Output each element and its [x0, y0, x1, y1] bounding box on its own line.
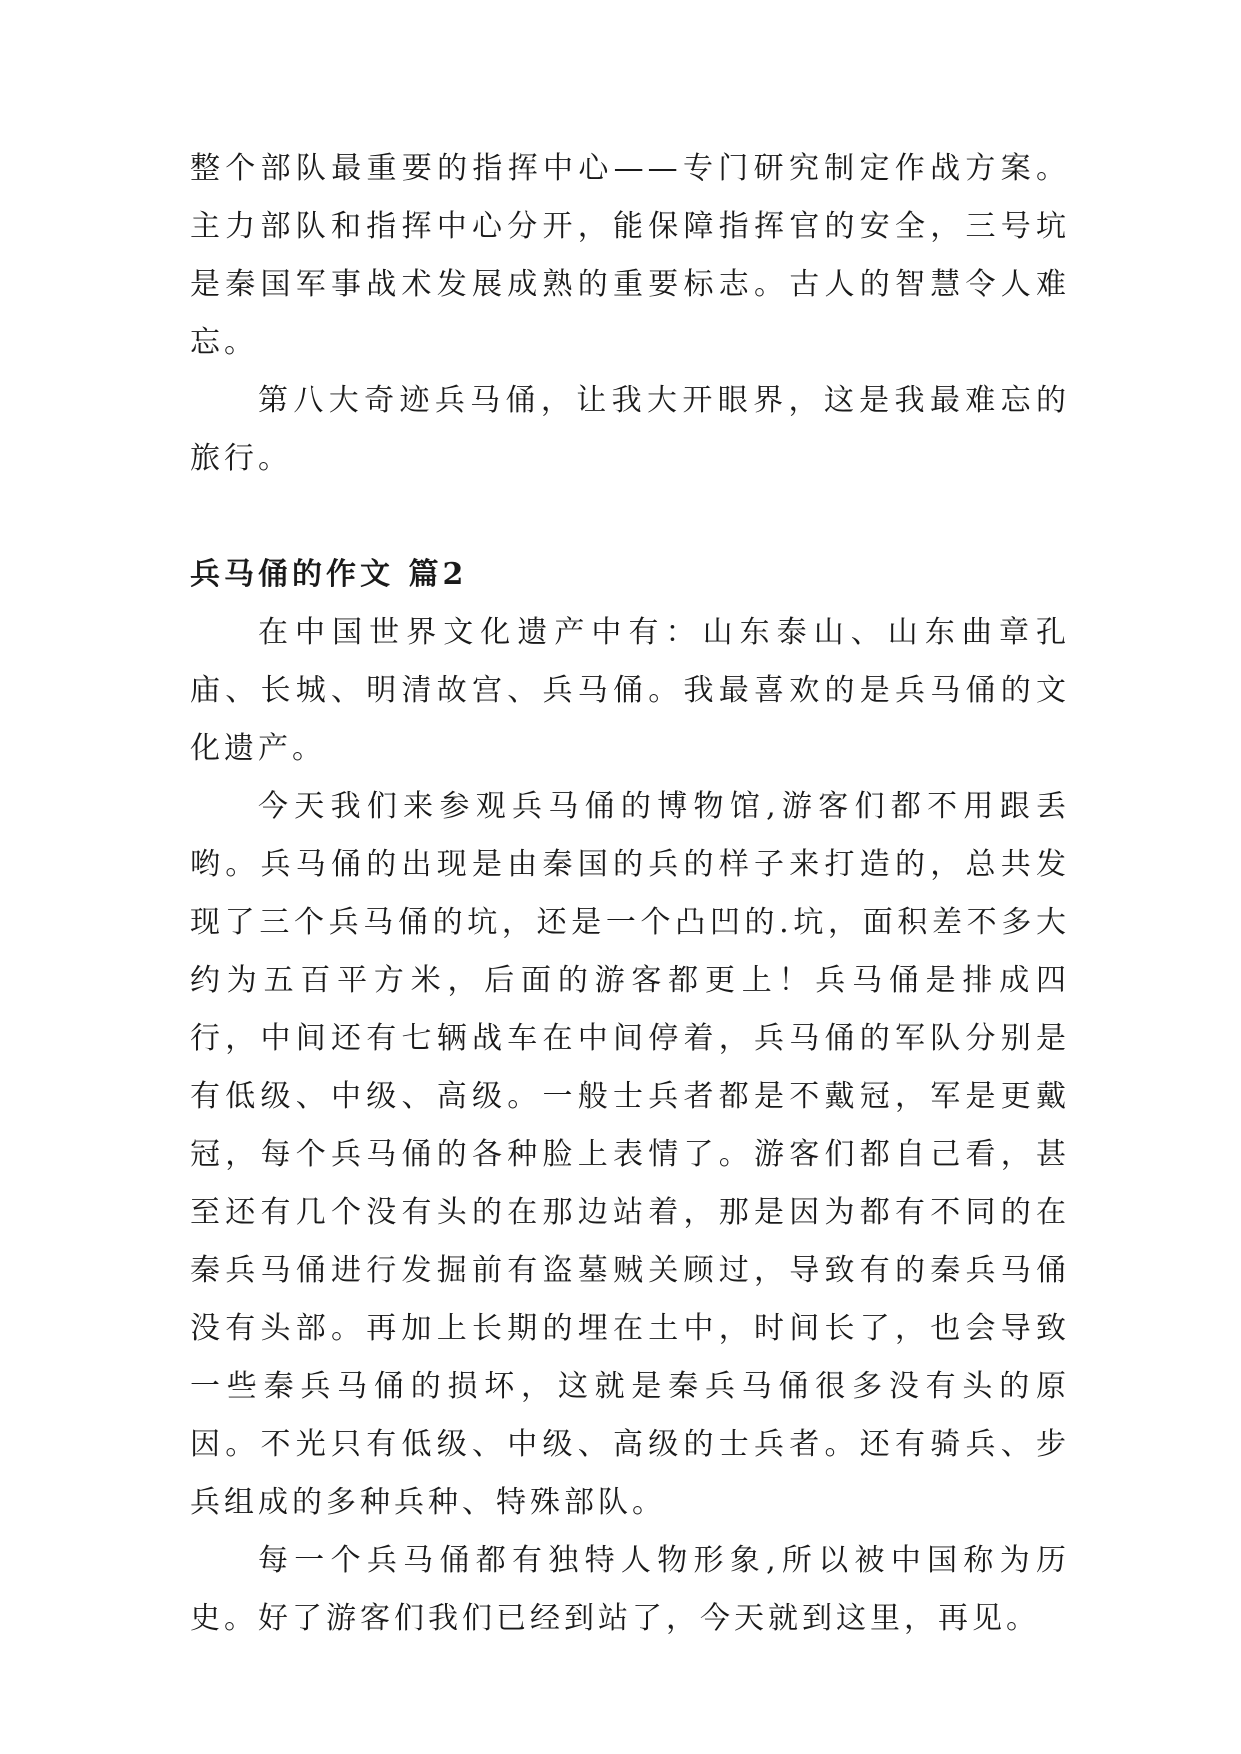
paragraph: 每一个兵马俑都有独特人物形象,所以被中国称为历史。好了游客们我们已经到站了，今天就到这里，再见。 [190, 1543, 1070, 1636]
paragraph: 第八大奇迹兵马俑，让我大开眼界，这是我最难忘的旅行。 [190, 383, 1070, 476]
paragraph: 在中国世界文化遗产中有：山东泰山、山东曲章孔庙、长城、明清故宫、兵马俑。我最喜欢的是兵马俑的文化遗产。 [190, 615, 1070, 766]
paragraph-continued: 整个部队最重要的指挥中心——专门研究制定作战方案。主力部队和指挥中心分开，能保障指挥官的安全，三号坑是秦国军事战术发展成熟的重要标志。古人的智慧令人难忘。 [190, 151, 1070, 360]
document-body [190, 140, 1070, 1648]
paragraph: 今天我们来参观兵马俑的博物馆,游客们都不用跟丢哟。兵马俑的出现是由秦国的兵的样子来打造的，总共发现了三个兵马俑的坑，还是一个凸凹的.坑，面积差不多大约为五百平方米，后面的游客都更上！兵马俑是排成四行，中间还有七辆战车在中间停着，兵马俑的军队分别是有低级、中级、高级。一般士兵者都是不戴冠，军是更戴冠，每个兵马俑的各种脸上表情了。游客们都自己看，甚至还有几个没有头的在那边站着，那是因为都有不同的在秦兵马俑进行发掘前有盗墓贼关顾过，导致有的秦兵马俑没有头部。再加上长期的埋在土中，时间长了，也会导致一些秦兵马俑的损坏，这就是秦兵马俑很多没有头的原因。不光只有低级、中级、高级的士兵者。还有骑兵、步兵组成的多种兵种、特殊部队。 [190, 789, 1070, 1520]
section-heading: 兵马俑的作文 篇2 [190, 557, 468, 592]
